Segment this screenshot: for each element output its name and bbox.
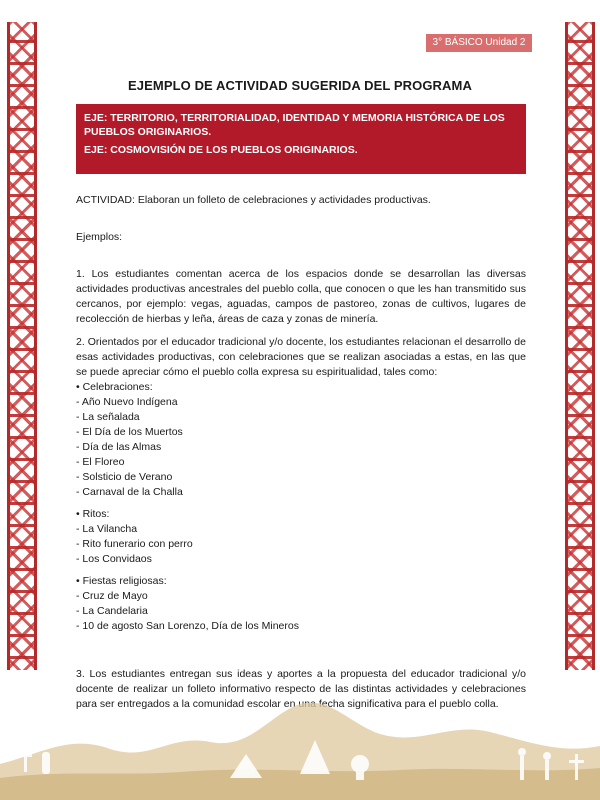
decorative-border-right: [565, 22, 595, 670]
list-item: - Carnaval de la Challa: [76, 486, 183, 498]
list-item: - La Candelaria: [76, 605, 148, 617]
list-item: - 10 de agosto San Lorenzo, Día de los Mineros: [76, 620, 299, 632]
list-item: - Año Nuevo Indígena: [76, 396, 178, 408]
religious-festivals-group: [76, 574, 526, 634]
example-item-1: 1. Los estudiantes comentan acerca de los espacios donde se desarrollan las diversas actividades productivas ancestrales del pueblo colla, que conocen o que les han transmitido sus cercanos, por ejemplo: vegas, aguadas, campos de pastoreo, zonas de cultivos, lugares de recolección de hierbas y leña, áreas de caza y zonas de minería.: [76, 268, 526, 325]
eje-line-1: EJE: TERRITORIO, TERRITORIALIDAD, IDENTIDAD Y MEMORIA HISTÓRICA DE LOS PUEBLOS ORIGINARIOS.: [84, 112, 505, 138]
list-item: - El Día de los Muertos: [76, 426, 183, 438]
unit-badge: 3° BÁSICO Unidad 2: [426, 34, 532, 52]
eje-box: [76, 104, 526, 174]
list-item: - La señalada: [76, 411, 140, 423]
group-heading: • Celebraciones:: [76, 381, 153, 393]
group-heading: • Fiestas religiosas:: [76, 575, 167, 587]
list-item: - La Vilancha: [76, 523, 138, 535]
list-item: - Día de las Almas: [76, 441, 162, 453]
decorative-border-left: [7, 22, 37, 670]
list-item: - El Floreo: [76, 456, 125, 468]
example-item-3: 3. Los estudiantes entregan sus ideas y aportes a la propuesta del educador tradicional y/o docente de realizar un folleto informativo respecto de las distintas actividades y celebraciones para ser entregados a la comunidad escolar en una fecha significativa para el pueblo colla.: [76, 668, 526, 710]
list-item: - Rito funerario con perro: [76, 538, 193, 550]
activity-content: [76, 193, 526, 712]
rites-group: [76, 507, 526, 567]
group-heading: • Ritos:: [76, 508, 110, 520]
list-item: - Solsticio de Verano: [76, 471, 173, 483]
eje-line-2: EJE: COSMOVISIÓN DE LOS PUEBLOS ORIGINARIOS.: [84, 144, 358, 156]
footer-landscape-illustration: [0, 694, 600, 800]
page-title: EJEMPLO DE ACTIVIDAD SUGERIDA DEL PROGRAMA: [128, 78, 472, 93]
list-item: - Cruz de Mayo: [76, 590, 148, 602]
examples-label: Ejemplos:: [76, 231, 123, 243]
example-item-2: 2. Orientados por el educador tradicional y/o docente, los estudiantes relacionan el desarrollo de esas actividades productivas, con celebraciones que se realizan asociadas a estas, en las que se puede apreciar cómo el pueblo colla expresa su espiritualidad, tales como:: [76, 336, 526, 378]
list-item: - Los Convidaos: [76, 553, 152, 565]
celebrations-group: [76, 380, 526, 500]
activity-statement: ACTIVIDAD: Elaboran un folleto de celebraciones y actividades productivas.: [76, 194, 431, 206]
